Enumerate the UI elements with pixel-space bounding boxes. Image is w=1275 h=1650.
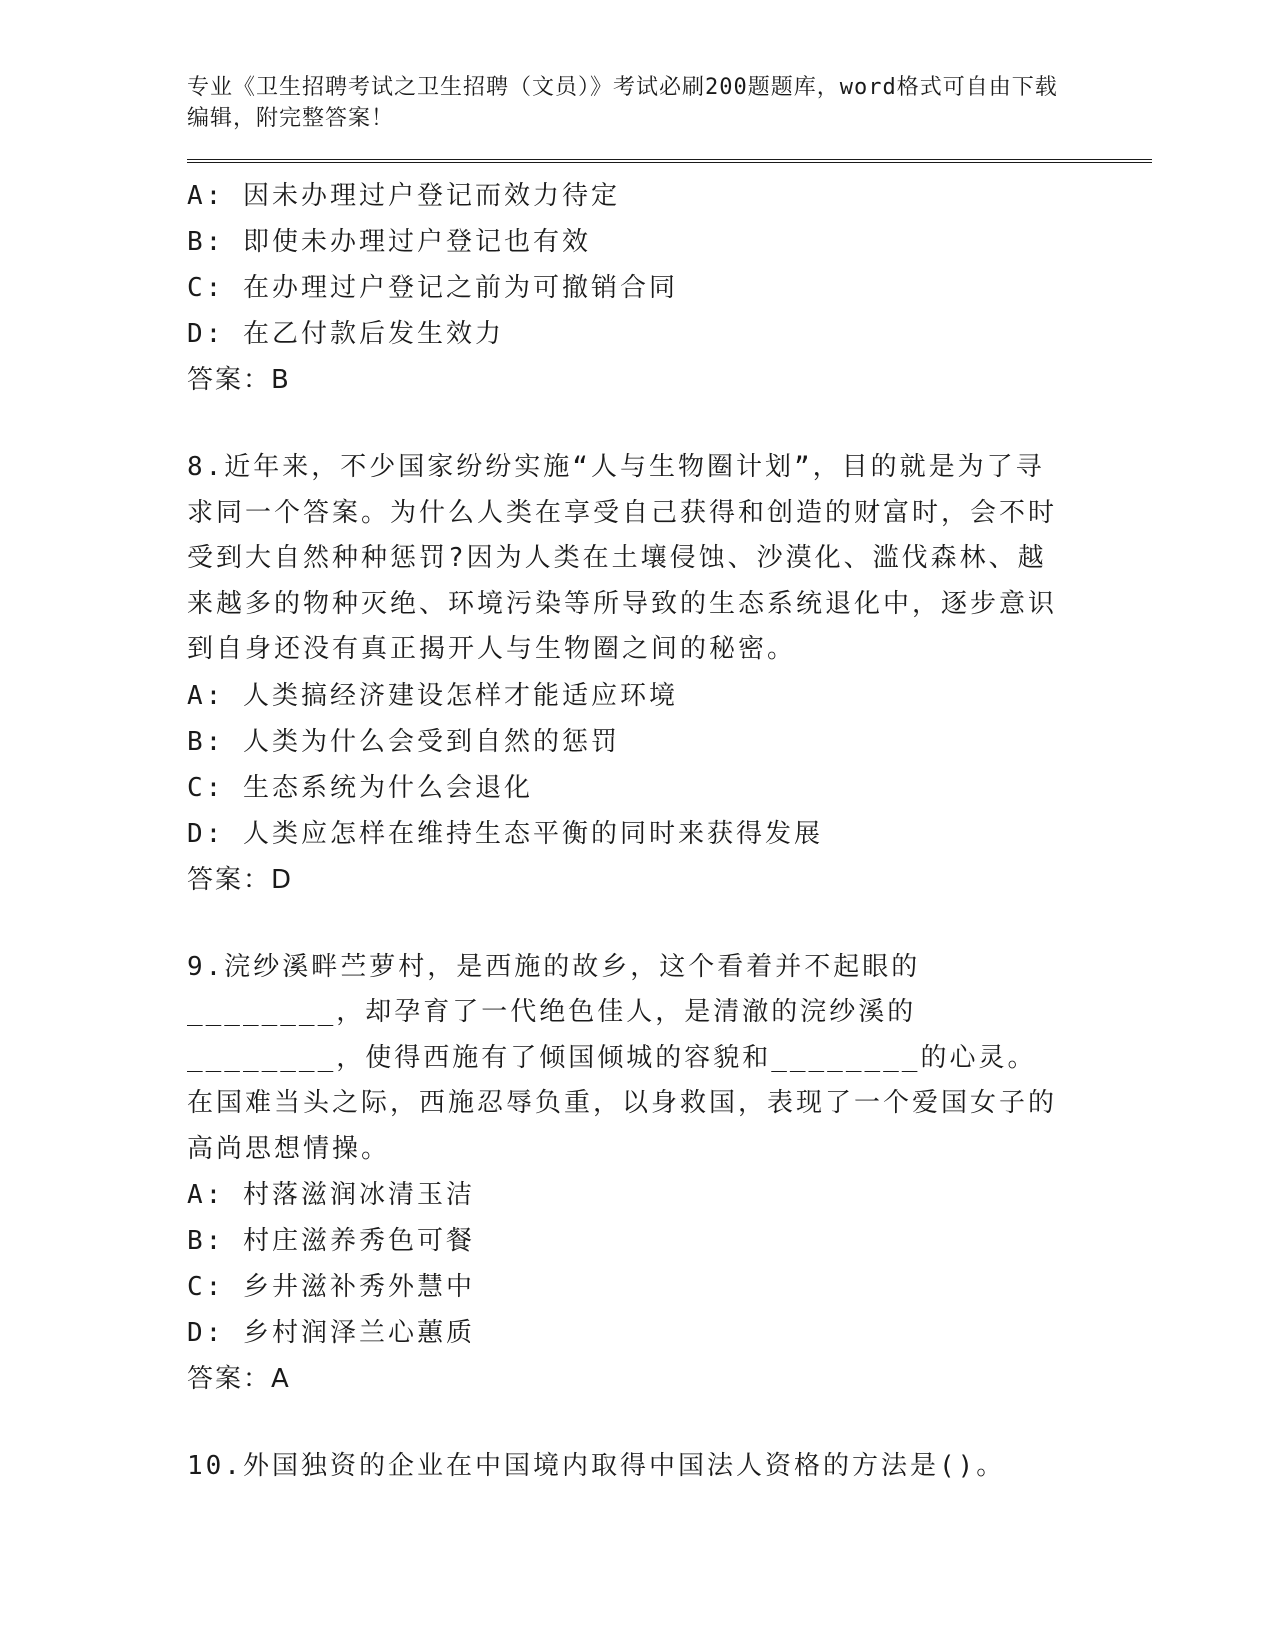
q8-answer: 答案：D (187, 864, 294, 895)
document-header: 专业《卫生招聘考试之卫生招聘（文员）》考试必刷200题题库，word格式可自由下载编辑，附完整答案！ (187, 75, 1058, 131)
q9-question-text: 9.浣纱溪畔苎萝村，是西施的故乡，这个看着并不起眼的________，却孕育了一代绝色佳人，是清澈的浣纱溪的________，使得西施有了倾国倾城的容貌和________的心灵。在国难当头之际，西施忍辱负重，以身救国，表现了一个爱国女子的高尚思想情操。 (187, 951, 1058, 1164)
q8-option-c: C: 生态系统为什么会退化 (187, 772, 533, 803)
q7-option-a: A: 因未办理过户登记而效力待定 (187, 181, 620, 211)
question-10-block (187, 1444, 1152, 1490)
spacer (187, 403, 1152, 445)
question-9-block (187, 945, 1152, 1403)
page-body (187, 72, 1152, 1490)
q10-question-text: 10.外国独资的企业在中国境内取得中国法人资格的方法是()。 (187, 1451, 1006, 1481)
q9-option-b: B: 村庄滋养秀色可餐 (187, 1226, 475, 1256)
question-8-block (187, 445, 1152, 903)
q8-question-text: 8.近年来，不少国家纷纷实施“人与生物圈计划”，目的就是为了寻求同一个答案。为什么人类在享受自己获得和创造的财富时，会不时受到大自然种种惩罚?因为人类在土壤侵蚀、沙漠化、滥伐森林、越来越多的物种灭绝、环境污染等所导致的生态系统退化中，逐步意识到自身还没有真正揭开人与生物圈之间的秘密。 (187, 452, 1058, 664)
q8-option-a: A: 人类搞经济建设怎样才能适应环境 (187, 680, 678, 711)
spacer (187, 903, 1152, 945)
q8-option-b: B: 人类为什么会受到自然的惩罚 (187, 726, 620, 757)
q7-option-b: B: 即使未办理过户登记也有效 (187, 227, 591, 257)
spacer (187, 1402, 1152, 1444)
q7-option-c: C: 在办理过户登记之前为可撤销合同 (187, 273, 678, 303)
header-divider (187, 159, 1152, 163)
q7-option-d: D: 在乙付款后发生效力 (187, 319, 504, 349)
q9-option-d: D: 乡村润泽兰心蕙质 (187, 1318, 475, 1348)
q7-answer: 答案：B (187, 365, 291, 395)
q8-option-d: D: 人类应怎样在维持生态平衡的同时来获得发展 (187, 818, 823, 849)
question-list (187, 173, 1152, 1490)
question-7-block (187, 173, 1152, 403)
q9-answer: 答案：A (187, 1364, 291, 1394)
q9-option-a: A: 村落滋润冰清玉洁 (187, 1180, 475, 1210)
q9-option-c: C: 乡井滋补秀外慧中 (187, 1272, 475, 1302)
